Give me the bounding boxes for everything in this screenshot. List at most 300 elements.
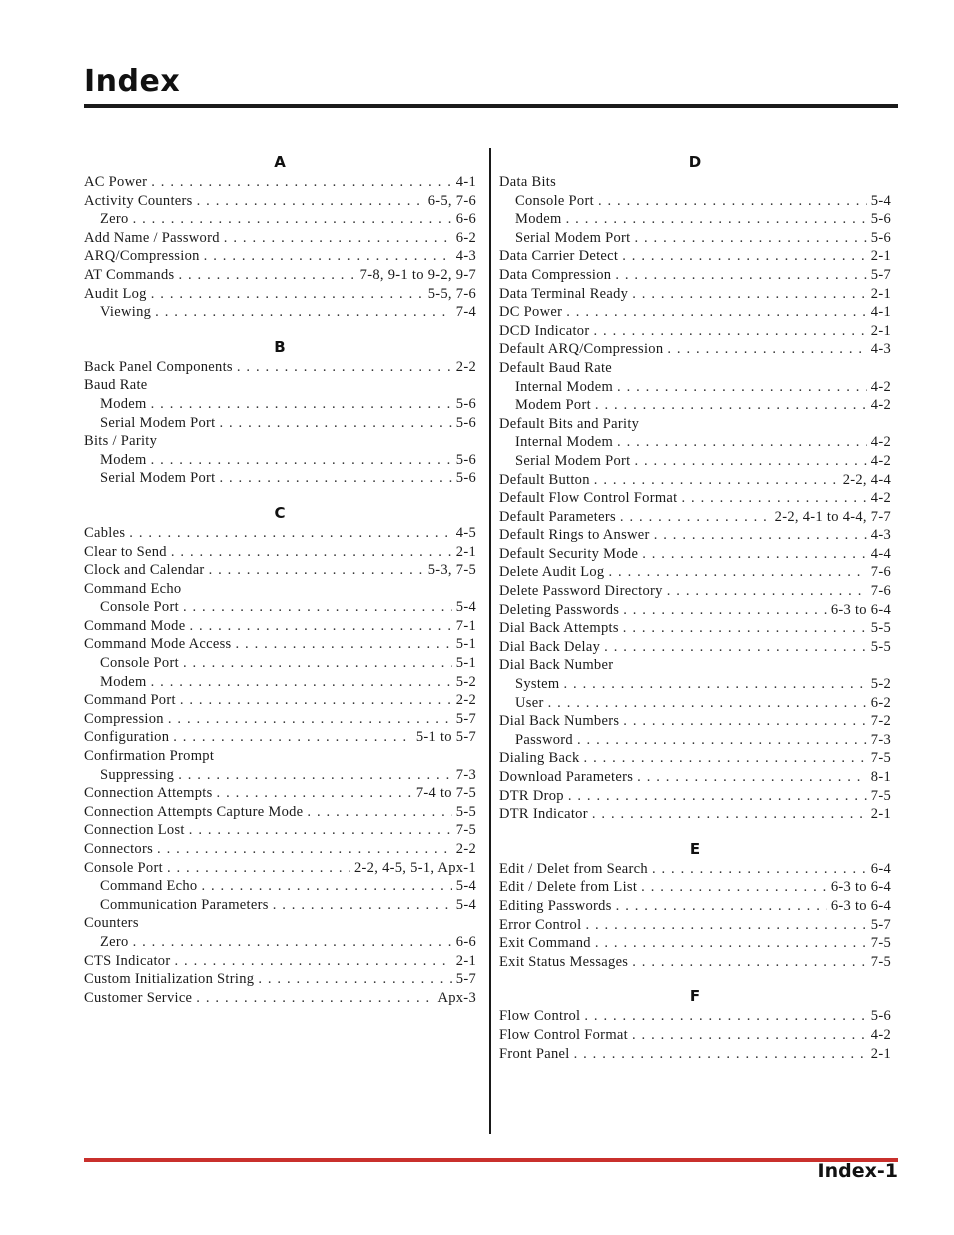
dot-leader bbox=[634, 452, 866, 471]
dot-leader bbox=[632, 285, 867, 304]
entry-term: Exit Command bbox=[499, 935, 591, 952]
dot-leader bbox=[642, 545, 867, 564]
entry-pages: 7-8, 9-1 to 9-2, 9-7 bbox=[359, 266, 476, 283]
index-entry bbox=[499, 359, 891, 378]
dot-leader bbox=[654, 526, 867, 545]
dot-leader bbox=[623, 601, 827, 620]
entry-term: Baud Rate bbox=[84, 377, 148, 394]
dot-leader bbox=[594, 471, 839, 490]
dot-leader bbox=[617, 378, 867, 397]
entry-term: Command Port bbox=[84, 692, 176, 709]
entry-pages: 5-2 bbox=[870, 676, 891, 693]
index-entry bbox=[499, 638, 891, 657]
dot-leader bbox=[667, 340, 866, 359]
index-subentry bbox=[84, 451, 476, 470]
index-entry bbox=[84, 803, 476, 822]
entry-term: DC Power bbox=[499, 304, 563, 321]
entry-pages: 6-3 to 6-4 bbox=[830, 879, 891, 896]
entry-pages: 7-2 bbox=[870, 713, 891, 730]
index-entry bbox=[499, 1045, 891, 1064]
index-entry bbox=[84, 524, 476, 543]
index-entry bbox=[84, 580, 476, 599]
dot-leader bbox=[623, 712, 867, 731]
dot-leader bbox=[632, 1026, 867, 1045]
entry-term: Flow Control Format bbox=[499, 1026, 628, 1043]
entry-term: DTR Drop bbox=[499, 787, 564, 804]
entry-term: Activity Counters bbox=[84, 192, 193, 209]
entry-term: Console Port bbox=[100, 655, 179, 672]
entry-term: Internal Modem bbox=[515, 378, 614, 395]
entry-term: Audit Log bbox=[84, 285, 147, 302]
entry-term: Back Panel Components bbox=[84, 358, 233, 375]
dot-leader bbox=[307, 803, 451, 822]
index-entry bbox=[499, 1007, 891, 1026]
index-entry bbox=[84, 247, 476, 266]
entry-term: Command Mode bbox=[84, 617, 186, 634]
index-entry bbox=[499, 266, 891, 285]
entry-term: Default Flow Control Format bbox=[499, 490, 678, 507]
dot-leader bbox=[593, 322, 866, 341]
entry-term: Data Bits bbox=[499, 174, 557, 190]
dot-leader bbox=[617, 433, 867, 452]
entry-term: Counters bbox=[84, 915, 139, 932]
dot-leader bbox=[133, 210, 452, 229]
section-letter: E bbox=[689, 839, 701, 858]
entry-term: Default Bits and Parity bbox=[499, 415, 640, 432]
index-entry bbox=[84, 840, 476, 859]
entry-term: Connection Attempts Capture Mode bbox=[84, 803, 304, 820]
index-entry bbox=[84, 543, 476, 562]
dot-leader bbox=[178, 766, 452, 785]
dot-leader bbox=[151, 173, 452, 192]
index-section bbox=[84, 335, 476, 488]
entry-term: Default Button bbox=[499, 471, 590, 488]
dot-leader bbox=[189, 617, 451, 636]
dot-leader bbox=[183, 598, 452, 617]
dot-leader bbox=[204, 247, 452, 266]
index-entry bbox=[499, 897, 891, 916]
entry-term: Front Panel bbox=[499, 1045, 570, 1062]
entry-pages: 7-3 bbox=[870, 731, 891, 748]
entry-pages: 4-3 bbox=[870, 341, 891, 358]
dot-leader bbox=[637, 768, 867, 787]
entry-pages: 2-2 bbox=[455, 358, 476, 375]
entry-pages: 2-2, 4-4 bbox=[842, 471, 891, 488]
index-subentry bbox=[84, 395, 476, 414]
dot-leader bbox=[189, 821, 452, 840]
index-entry bbox=[499, 303, 891, 322]
entry-term: Default ARQ/Compression bbox=[499, 341, 664, 358]
entry-term: ARQ/Compression bbox=[84, 248, 200, 265]
entry-pages: 2-1 bbox=[870, 285, 891, 302]
entry-term: CTS Indicator bbox=[84, 952, 171, 969]
entry-pages: 4-5 bbox=[455, 524, 476, 541]
entry-pages: 5-6 bbox=[870, 211, 891, 228]
entry-term: Delete Audit Log bbox=[499, 564, 605, 581]
index-subentry bbox=[499, 433, 891, 452]
entry-pages: 2-1 bbox=[870, 248, 891, 265]
dot-leader bbox=[622, 247, 867, 266]
dot-leader bbox=[151, 395, 452, 414]
dot-leader bbox=[273, 896, 452, 915]
entry-term: Modem bbox=[100, 395, 147, 412]
entry-term: Command Echo bbox=[100, 878, 198, 895]
dot-leader bbox=[566, 303, 867, 322]
entry-term: Connectors bbox=[84, 841, 154, 857]
index-section bbox=[499, 837, 891, 972]
index-subentry bbox=[84, 598, 476, 617]
entry-term: Cables bbox=[84, 524, 126, 541]
dot-leader bbox=[615, 266, 866, 285]
entry-pages: 4-1 bbox=[870, 304, 891, 321]
dot-leader bbox=[620, 508, 771, 527]
entry-pages: 6-3 to 6-4 bbox=[830, 601, 891, 618]
entry-term: Flow Control bbox=[499, 1008, 581, 1025]
entry-term: AT Commands bbox=[84, 266, 175, 283]
dot-leader bbox=[577, 731, 867, 750]
dot-leader bbox=[566, 210, 867, 229]
index-entry bbox=[499, 656, 891, 675]
index-entry bbox=[499, 508, 891, 527]
entry-term: Error Control bbox=[499, 916, 582, 933]
index-entry bbox=[499, 415, 891, 434]
entry-pages: 7-1 bbox=[455, 617, 476, 634]
dot-leader bbox=[168, 710, 452, 729]
dot-leader bbox=[634, 229, 866, 248]
index-subentry bbox=[84, 469, 476, 488]
entry-term: Data Carrier Detect bbox=[499, 248, 619, 265]
entry-pages: 2-1 bbox=[455, 952, 476, 969]
entry-pages: 2-1 bbox=[870, 1045, 891, 1062]
entry-pages: 4-2 bbox=[870, 1026, 891, 1043]
index-subentry bbox=[84, 654, 476, 673]
entry-pages: 5-3, 7-5 bbox=[427, 562, 476, 579]
entry-term: Dial Back Number bbox=[499, 657, 614, 674]
entry-term: Serial Modem Port bbox=[100, 470, 216, 487]
entry-term: Delete Password Directory bbox=[499, 583, 663, 600]
entry-term: Clear to Send bbox=[84, 543, 167, 560]
dot-leader bbox=[129, 524, 452, 543]
index-subentry bbox=[499, 396, 891, 415]
dot-leader bbox=[151, 673, 452, 692]
entry-pages: 4-3 bbox=[455, 248, 476, 265]
entry-term: Serial Modem Port bbox=[515, 452, 631, 469]
entry-pages: 5-7 bbox=[870, 266, 891, 283]
entry-pages: 5-6 bbox=[870, 229, 891, 246]
index-entry bbox=[499, 247, 891, 266]
index-entry bbox=[499, 768, 891, 787]
dot-leader bbox=[608, 563, 866, 582]
index-subentry bbox=[499, 675, 891, 694]
entry-term: Serial Modem Port bbox=[100, 414, 216, 431]
dot-leader bbox=[598, 192, 867, 211]
entry-term: Editing Passwords bbox=[499, 897, 612, 914]
entry-term: Compression bbox=[84, 710, 164, 727]
dot-leader bbox=[568, 787, 867, 806]
dot-leader bbox=[564, 675, 867, 694]
index-entry bbox=[84, 229, 476, 248]
entry-term: Dial Back Attempts bbox=[499, 620, 619, 637]
entry-pages: 4-3 bbox=[870, 527, 891, 544]
dot-leader bbox=[151, 451, 452, 470]
index-subentry bbox=[84, 877, 476, 896]
entry-pages: 7-5 bbox=[870, 953, 891, 970]
entry-pages: 5-6 bbox=[455, 451, 476, 468]
index-entry bbox=[84, 952, 476, 971]
index-entry bbox=[84, 635, 476, 654]
dot-leader bbox=[157, 840, 452, 859]
index-entry bbox=[499, 805, 891, 824]
section-letter: F bbox=[689, 987, 701, 1006]
entry-term: Default Rings to Answer bbox=[499, 527, 650, 544]
dot-leader bbox=[237, 358, 452, 377]
entry-term: Modem Port bbox=[515, 397, 591, 414]
entry-term: Confirmation Prompt bbox=[84, 748, 215, 765]
entry-pages: 7-5 bbox=[455, 822, 476, 839]
entry-term: Dial Back Delay bbox=[499, 638, 601, 655]
index-entry bbox=[499, 749, 891, 768]
entry-pages: 8-1 bbox=[870, 769, 891, 785]
entry-term: System bbox=[515, 676, 560, 693]
entry-term: Bits / Parity bbox=[84, 433, 158, 450]
index-entry bbox=[84, 859, 476, 878]
dot-leader bbox=[641, 878, 827, 897]
page-title: Index bbox=[84, 64, 181, 99]
dot-leader bbox=[616, 897, 827, 916]
section-letter: B bbox=[274, 337, 286, 356]
index-entry bbox=[84, 821, 476, 840]
dot-leader bbox=[174, 952, 451, 971]
dot-leader bbox=[217, 784, 412, 803]
entry-pages: 5-5 bbox=[870, 620, 891, 637]
index-entry bbox=[84, 784, 476, 803]
entry-term: Internal Modem bbox=[515, 434, 614, 451]
entry-term: Modem bbox=[100, 673, 147, 690]
entry-term: Default Parameters bbox=[499, 508, 616, 525]
entry-pages: 6-3 to 6-4 bbox=[830, 897, 891, 914]
index-entry bbox=[499, 563, 891, 582]
entry-term: Console Port bbox=[100, 599, 179, 616]
index-entry bbox=[84, 358, 476, 377]
index-subentry bbox=[84, 303, 476, 322]
index-subentry bbox=[84, 210, 476, 229]
index-entry bbox=[499, 526, 891, 545]
entry-term: Data Compression bbox=[499, 266, 612, 283]
index-entry bbox=[499, 878, 891, 897]
entry-pages: Apx-3 bbox=[437, 989, 476, 1006]
entry-pages: 2-1 bbox=[870, 322, 891, 339]
index-entry bbox=[84, 728, 476, 747]
dot-leader bbox=[183, 654, 452, 673]
dot-leader bbox=[584, 749, 867, 768]
dot-leader bbox=[592, 805, 867, 824]
index-entry bbox=[84, 266, 476, 285]
index-entry bbox=[499, 285, 891, 304]
section-letter: D bbox=[688, 153, 702, 171]
entry-pages: 5-1 to 5-7 bbox=[415, 729, 476, 746]
entry-pages: 2-1 bbox=[870, 806, 891, 823]
page-number: Index-1 bbox=[817, 1160, 898, 1182]
index-entry bbox=[499, 601, 891, 620]
index-subentry bbox=[499, 210, 891, 229]
index-entry bbox=[499, 619, 891, 638]
entry-term: Suppressing bbox=[100, 766, 175, 783]
index-entry bbox=[84, 192, 476, 211]
index-subentry bbox=[84, 766, 476, 785]
index-column-right bbox=[499, 150, 891, 1063]
index-entry bbox=[499, 712, 891, 731]
index-subentry bbox=[84, 933, 476, 952]
index-entry bbox=[499, 916, 891, 935]
dot-leader bbox=[178, 266, 355, 285]
index-subentry bbox=[499, 452, 891, 471]
entry-term: Command Mode Access bbox=[84, 636, 232, 653]
dot-leader bbox=[681, 489, 866, 508]
dot-leader bbox=[171, 543, 452, 562]
index-subentry bbox=[84, 896, 476, 915]
dot-leader bbox=[548, 694, 867, 713]
entry-pages: 6-5, 7-6 bbox=[427, 192, 476, 209]
index-entry bbox=[499, 489, 891, 508]
section-spacer bbox=[499, 971, 891, 984]
index-entry bbox=[499, 953, 891, 972]
dot-leader bbox=[219, 469, 451, 488]
index-entry bbox=[499, 471, 891, 490]
entry-pages: 7-6 bbox=[870, 564, 891, 581]
dot-leader bbox=[180, 691, 452, 710]
entry-term: Custom Initialization String bbox=[84, 971, 255, 988]
index-column-left bbox=[84, 150, 476, 1007]
entry-pages: 5-5 bbox=[455, 803, 476, 820]
entry-term: Clock and Calendar bbox=[84, 562, 205, 579]
index-subentry bbox=[499, 229, 891, 248]
entry-pages: 4-2 bbox=[870, 452, 891, 469]
index-entry bbox=[84, 914, 476, 933]
entry-pages: 5-6 bbox=[455, 470, 476, 487]
index-entry bbox=[84, 710, 476, 729]
entry-pages: 6-2 bbox=[870, 694, 891, 711]
index-entry bbox=[84, 747, 476, 766]
entry-pages: 5-5, 7-6 bbox=[427, 285, 476, 302]
entry-pages: 6-6 bbox=[455, 933, 476, 950]
entry-term: Dial Back Numbers bbox=[499, 713, 620, 730]
entry-pages: 5-7 bbox=[870, 916, 891, 933]
entry-pages: 5-1 bbox=[455, 636, 476, 653]
entry-term: Download Parameters bbox=[499, 769, 634, 785]
entry-pages: 7-6 bbox=[870, 583, 891, 600]
entry-pages: 7-3 bbox=[455, 766, 476, 783]
entry-term: Deleting Passwords bbox=[499, 601, 620, 618]
entry-pages: 2-2, 4-1 to 4-4, 7-7 bbox=[774, 508, 891, 525]
dot-leader bbox=[201, 877, 451, 896]
entry-pages: 4-2 bbox=[870, 378, 891, 395]
entry-term: Default Baud Rate bbox=[499, 359, 613, 376]
index-entry bbox=[84, 285, 476, 304]
section-spacer bbox=[84, 322, 476, 335]
entry-pages: 2-2 bbox=[455, 692, 476, 709]
index-entry bbox=[499, 340, 891, 359]
dot-leader bbox=[258, 970, 451, 989]
entry-pages: 6-6 bbox=[455, 211, 476, 228]
entry-term: Connection Attempts bbox=[84, 785, 213, 802]
index-entry bbox=[84, 691, 476, 710]
index-entry bbox=[84, 432, 476, 451]
entry-term: AC Power bbox=[84, 174, 148, 190]
index-entry bbox=[499, 545, 891, 564]
entry-pages: 7-5 bbox=[870, 750, 891, 767]
entry-term: Connection Lost bbox=[84, 822, 185, 839]
dot-leader bbox=[604, 638, 867, 657]
entry-term: Viewing bbox=[100, 304, 152, 321]
index-entry bbox=[499, 1026, 891, 1045]
entry-pages: 6-2 bbox=[455, 229, 476, 246]
entry-term: DCD Indicator bbox=[499, 322, 590, 339]
index-section bbox=[499, 150, 891, 824]
entry-term: Modem bbox=[515, 211, 562, 228]
entry-term: Edit / Delete from List bbox=[499, 879, 638, 896]
index-subentry bbox=[499, 192, 891, 211]
index-subentry bbox=[499, 378, 891, 397]
entry-pages: 2-1 bbox=[455, 543, 476, 560]
dot-leader bbox=[196, 989, 433, 1008]
index-entry bbox=[499, 934, 891, 953]
entry-pages: 6-4 bbox=[870, 860, 891, 877]
entry-pages: 4-4 bbox=[870, 545, 891, 562]
entry-pages: 2-2 bbox=[455, 841, 476, 857]
entry-term: DTR Indicator bbox=[499, 806, 588, 823]
entry-term: Command Echo bbox=[84, 580, 182, 597]
dot-leader bbox=[667, 582, 867, 601]
entry-term: User bbox=[515, 694, 544, 711]
title-rule bbox=[84, 104, 898, 108]
dot-leader bbox=[173, 728, 412, 747]
index-section bbox=[84, 501, 476, 1007]
entry-term: Console Port bbox=[84, 859, 163, 876]
entry-pages: 4-2 bbox=[870, 434, 891, 451]
dot-leader bbox=[155, 303, 452, 322]
index-entry bbox=[84, 376, 476, 395]
entry-pages: 5-7 bbox=[455, 971, 476, 988]
entry-term: Console Port bbox=[515, 192, 594, 209]
footer-rule bbox=[84, 1158, 898, 1162]
entry-pages: 7-4 to 7-5 bbox=[415, 785, 476, 802]
dot-leader bbox=[151, 285, 424, 304]
index-subentry bbox=[84, 414, 476, 433]
entry-term: Add Name / Password bbox=[84, 229, 220, 246]
entry-pages: 5-4 bbox=[455, 599, 476, 616]
entry-term: Modem bbox=[100, 451, 147, 468]
index-entry bbox=[499, 322, 891, 341]
entry-pages: 2-2, 4-5, 5-1, Apx-1 bbox=[354, 859, 476, 876]
index-subentry bbox=[499, 731, 891, 750]
index-entry bbox=[499, 860, 891, 879]
entry-term: Edit / Delet from Search bbox=[499, 860, 648, 877]
entry-term: Zero bbox=[100, 211, 129, 228]
dot-leader bbox=[219, 414, 451, 433]
entry-pages: 5-6 bbox=[455, 395, 476, 412]
entry-pages: 5-4 bbox=[870, 192, 891, 209]
section-letter: C bbox=[274, 503, 286, 522]
entry-pages: 4-1 bbox=[455, 174, 476, 190]
index-entry bbox=[84, 970, 476, 989]
index-entry bbox=[84, 989, 476, 1008]
dot-leader bbox=[595, 934, 867, 953]
entry-pages: 5-4 bbox=[455, 878, 476, 895]
entry-pages: 7-5 bbox=[870, 787, 891, 804]
entry-pages: 5-1 bbox=[455, 655, 476, 672]
entry-term: Data Terminal Ready bbox=[499, 285, 629, 302]
column-divider bbox=[489, 148, 491, 1134]
